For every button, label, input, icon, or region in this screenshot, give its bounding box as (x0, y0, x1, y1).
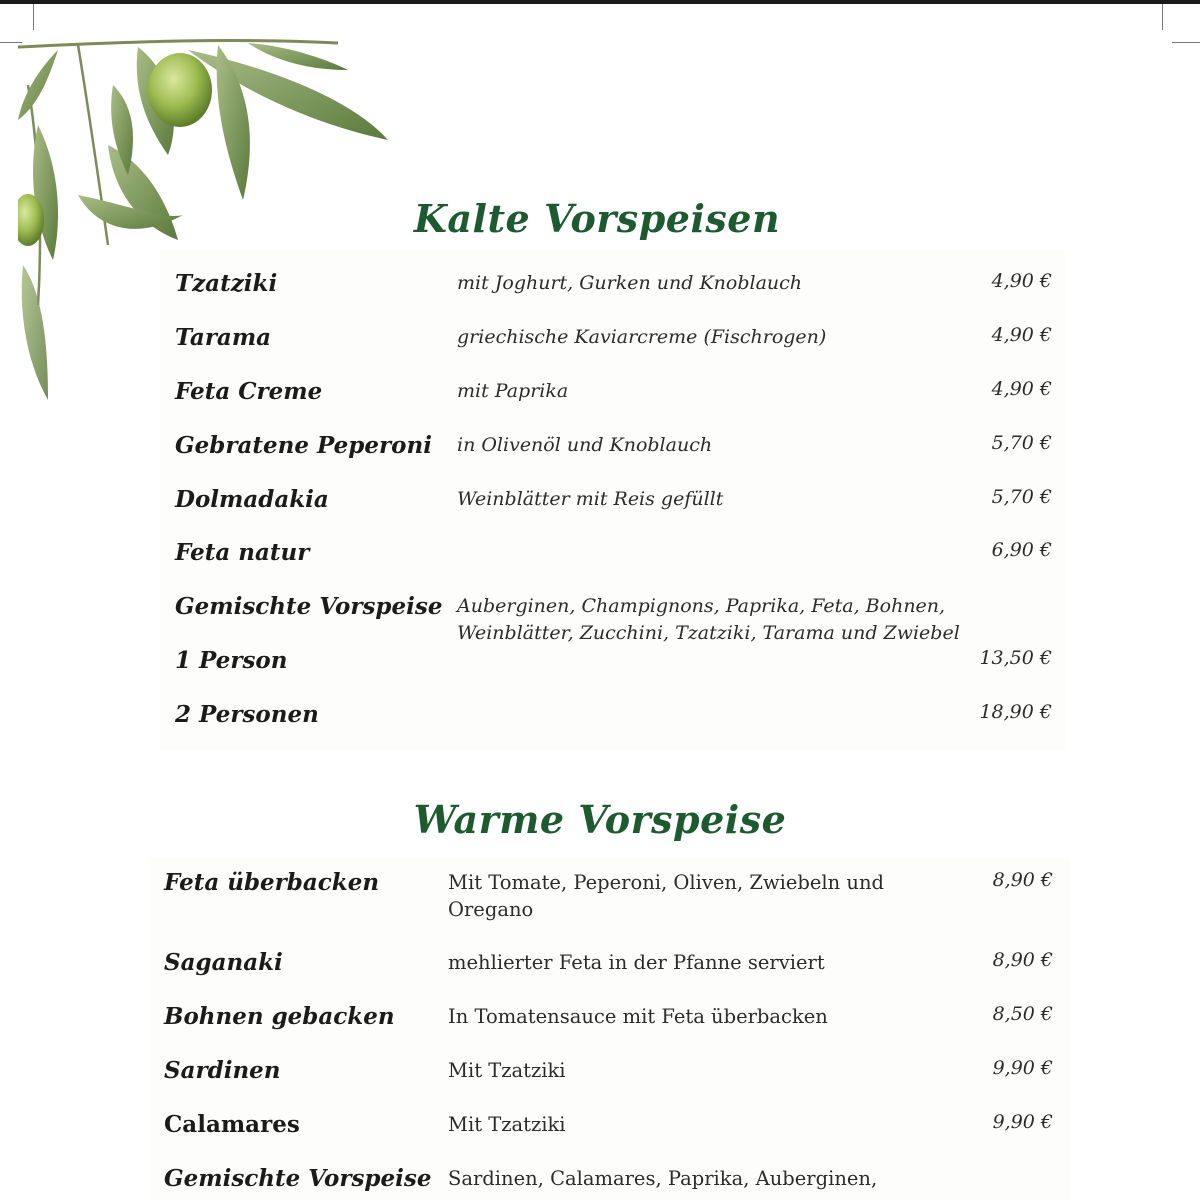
item-name: Saganaki (164, 949, 283, 976)
item-description: Weinblätter mit Reis gefüllt (457, 488, 724, 510)
item-name: Tzatziki (175, 270, 278, 297)
item-name: Gebratene Peperoni (175, 432, 432, 459)
item-price: 4,90 € (991, 378, 1052, 400)
item-description: Sardinen, Calamares, Paprika, Auberginen, (448, 1167, 878, 1190)
crop-mark (1162, 4, 1163, 30)
item-name: Bohnen gebacken (164, 1003, 395, 1030)
item-name: Gemischte Vorspeise (164, 1165, 432, 1192)
item-price: 8,90 € (992, 949, 1053, 971)
item-price: 8,50 € (992, 1003, 1053, 1025)
item-price: 5,70 € (991, 432, 1052, 454)
item-name: Feta Creme (175, 378, 323, 405)
item-name: Gemischte Vorspeise (175, 593, 443, 620)
crop-mark (1172, 42, 1200, 43)
item-price: 4,90 € (991, 324, 1052, 346)
item-price: 8,90 € (992, 869, 1053, 891)
item-price: 9,90 € (992, 1111, 1053, 1133)
item-description-line-2: Weinblätter, Zucchini, Tzatziki, Tarama und Zwiebel (457, 622, 960, 644)
item-name: Tarama (175, 324, 272, 351)
section-heading-warme-vorspeise: Warme Vorspeise (413, 797, 787, 842)
item-price: 5,70 € (991, 486, 1052, 508)
item-name: Dolmadakia (175, 486, 329, 513)
item-price: 9,90 € (992, 1057, 1053, 1079)
top-border (0, 0, 1200, 4)
item-description: mehlierter Feta in der Pfanne serviert (448, 951, 825, 974)
item-name: 2 Personen (175, 701, 319, 728)
item-price: 18,90 € (979, 701, 1052, 723)
item-name: Feta überbacken (164, 869, 380, 896)
item-price: 13,50 € (979, 647, 1052, 669)
item-description: griechische Kaviarcreme (Fischrogen) (457, 326, 827, 348)
item-description: In Tomatensauce mit Feta überbacken (448, 1005, 828, 1028)
item-name: Feta natur (175, 539, 310, 566)
item-price: 6,90 € (991, 539, 1052, 561)
item-description: Auberginen, Champignons, Paprika, Feta, Bohnen, (457, 595, 946, 617)
item-price: 4,90 € (991, 270, 1052, 292)
section-heading-kalte-vorspeisen: Kalte Vorspeisen (413, 196, 781, 241)
item-name: 1 Person (175, 647, 288, 674)
item-name: Sardinen (164, 1057, 281, 1084)
item-description: Mit Tzatziki (448, 1113, 566, 1136)
item-description: Mit Tomate, Peperoni, Oliven, Zwiebeln und (448, 871, 885, 894)
item-name: Calamares (164, 1111, 300, 1138)
item-description: mit Joghurt, Gurken und Knoblauch (457, 272, 803, 294)
item-description: in Olivenöl und Knoblauch (457, 434, 713, 456)
item-description-line-2: Oregano (448, 898, 534, 921)
item-description: Mit Tzatziki (448, 1059, 566, 1082)
item-description: mit Paprika (457, 380, 569, 402)
